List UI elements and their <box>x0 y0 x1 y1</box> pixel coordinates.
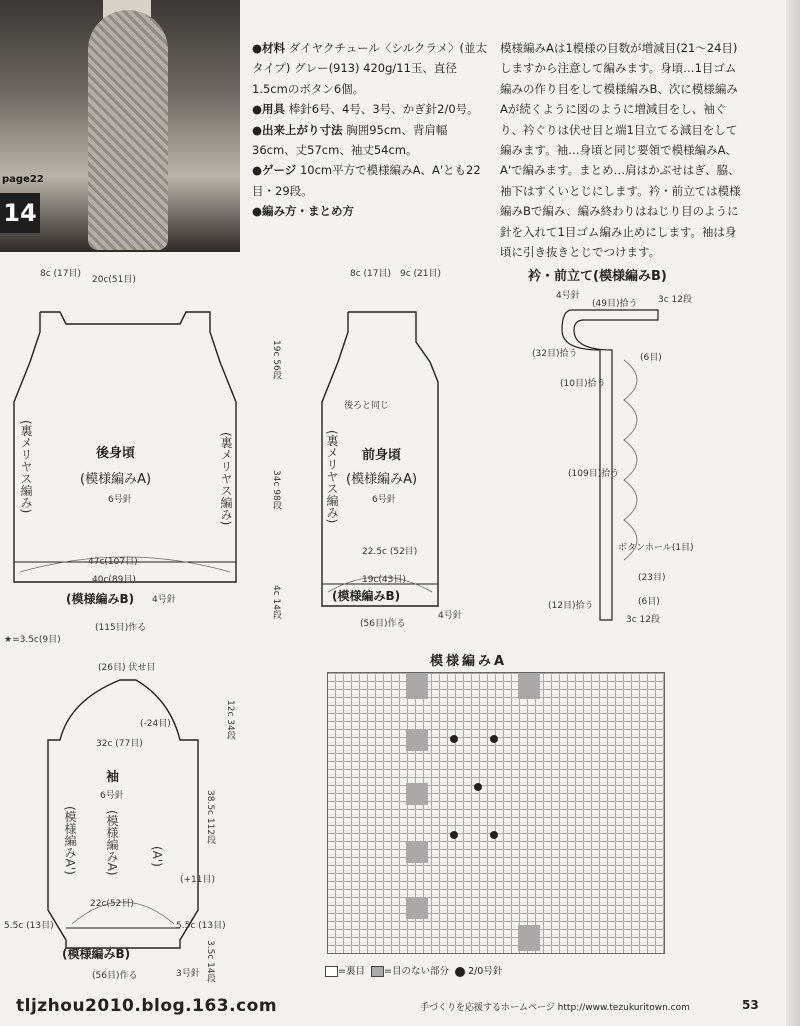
length-dim: 34c 98段 <box>271 470 281 510</box>
back-needle: 6号針 <box>108 495 132 505</box>
cardigan-image <box>88 10 168 250</box>
back-side-right: (裏メリヤス編み) <box>219 432 233 526</box>
legend-blank: =裏目 <box>338 966 365 977</box>
chart-gray-block-5 <box>406 897 428 919</box>
sleeve-cap-dim: 12c 34段 <box>225 700 235 740</box>
front-title: 前身頃 <box>362 448 402 463</box>
back-title: 後身頃 <box>96 446 136 461</box>
armhole-dim: 19c 56段 <box>271 340 281 380</box>
sleeve-bottom-dim: 22c(52目) <box>90 899 134 909</box>
collar-title: 衿・前立て(模様編みB) <box>528 269 667 284</box>
sleeve-decrease: (-24目) <box>140 719 171 729</box>
materials-text: ダイヤクチュール〈シルクラメ〉(並太タイプ) グレー(913) 420g/11玉、直径1.5cmのボタン6個。 <box>252 41 488 96</box>
legend-dot-swatch <box>455 967 465 977</box>
chart-gray-block-7 <box>518 925 540 951</box>
back-hem: 47c(107目) <box>88 557 138 567</box>
front-same-note: 後ろと同じ <box>344 401 390 411</box>
chart-gray-block-2 <box>406 729 428 751</box>
blog-watermark: tljzhou2010.blog.163.com <box>16 996 278 1016</box>
site-caption: 手づくりを応援するホームページ http://www.tezukuritown.com <box>420 1003 690 1013</box>
collar-needle: 4号針 <box>556 291 580 301</box>
sleeve-side-dim-left: 5.5c (13目) <box>4 921 54 931</box>
front-needle: 6号針 <box>372 495 396 505</box>
collar-count-6b: (6目) <box>638 597 660 607</box>
sleeve-upper-dim: 32c (77目) <box>96 739 143 749</box>
materials-label: ●材料 <box>252 41 286 55</box>
collar-width-1: 3c 12段 <box>658 295 692 305</box>
star-note: ★=3.5c(9目) <box>4 635 61 645</box>
page-tag: page22 <box>2 174 44 185</box>
front-hem2: 19c(43目) <box>362 575 406 585</box>
collar-width-2: 3c 12段 <box>626 615 660 625</box>
pattern-a-chart <box>327 672 665 954</box>
chart-gray-block-1 <box>406 673 428 699</box>
legend-blank-swatch <box>325 966 338 977</box>
front-top-dim-2: 9c (21目) <box>400 269 442 279</box>
back-hem2: 40c(89目) <box>92 575 136 585</box>
back-rib: (模様編みB) <box>66 592 135 606</box>
back-side-left: (裏メリヤス編み) <box>19 420 33 514</box>
collar-pickup-3: (10目)拾う <box>560 379 606 389</box>
back-subtitle: (模様編みA) <box>80 472 152 487</box>
collar-band-diagram <box>540 290 720 630</box>
rib-height-dim: 4c 14段 <box>271 585 281 619</box>
collar-pickup-5: (12目)拾う <box>548 601 594 611</box>
collar-count-23: (23目) <box>638 573 666 583</box>
sleeve-pattern-a3: (A') <box>150 846 164 867</box>
sleeve-needle: 6号針 <box>100 791 124 801</box>
sleeve-pattern-a2: (模様編みA') <box>63 806 77 875</box>
gauge-label: ●ゲージ <box>252 163 297 178</box>
tools-text: 棒針6号、4号、3号、かぎ針2/0号。 <box>288 102 479 117</box>
collar-pickup-1: (49目)拾う <box>592 299 638 309</box>
legend-dot: 2/0号針 <box>468 966 503 977</box>
back-shoulder-dim: 8c (17目) <box>40 269 82 279</box>
chart-gray-block-3 <box>406 783 428 805</box>
sleeve-rib: (模様編みB) <box>62 947 131 961</box>
instructions-col-2 <box>500 38 744 260</box>
chart-gray-block-4 <box>406 841 428 863</box>
sleeve-rib-needle: 3号針 <box>176 969 200 979</box>
collar-count-6a: (6目) <box>640 353 662 363</box>
chart-legend <box>325 963 502 977</box>
tools-label: ●用具 <box>252 102 286 117</box>
sleeve-top-cast-off: (26目) 伏せ目 <box>98 663 156 673</box>
method-label: ●編み方・まとめ方 <box>252 204 355 219</box>
sleeve-cast-on: (56目)作る <box>92 971 138 981</box>
chart-dot-2 <box>490 735 498 743</box>
size-label: ●出来上がり寸法 <box>252 122 343 137</box>
back-cast-on: (115目)作る <box>95 623 147 633</box>
chart-dot-5 <box>490 831 498 839</box>
chart-gray-block-6 <box>518 673 540 699</box>
chart-dot-3 <box>474 783 482 791</box>
front-rib-needle: 4号針 <box>438 611 462 621</box>
method-text: 模様編みAは1模様の目数が増減目(21〜24目)しますから注意して編みます。身頃…1目ゴム編みの作り目をして模様編みB、次に模様編みAが続くように図のように増減目をし、袖ぐり、衿ぐりは伏せ目と端1目立てる減目をして編みます。袖…身頃と同じ要領で模様編みA、A'で編みます。まとめ…肩はかぶせはぎ、脇、袖下はすくいとじにします。衿・前立ては模様編みBで編み、編み終わりはねじり目のように針を入れて1目ゴム編み止めにします。袖は身頃に引き抜きとじでつけます。 <box>500 41 741 260</box>
size-text: 胸囲95cm、背肩幅36cm、丈57cm、袖丈54cm。 <box>252 122 448 158</box>
sleeve-increase: (+11目) <box>180 875 216 885</box>
sleeve-length-dim: 38.5c 112段 <box>205 790 215 845</box>
collar-pickup-2: (32目)拾う <box>532 349 578 359</box>
front-subtitle: (模様編みA) <box>346 472 418 487</box>
front-hem: 22.5c (52目) <box>362 547 418 557</box>
item-number-badge: 14 <box>0 193 40 233</box>
collar-pickup-4: (109目)拾う <box>568 469 620 479</box>
back-top-dim: 20c(51目) <box>92 275 136 285</box>
front-side: (裏メリヤス編み) <box>325 430 339 524</box>
chart-dot-1 <box>450 735 458 743</box>
buttonhole-label: ボタンホール(1目) <box>618 543 694 553</box>
binding-shadow <box>786 0 800 1026</box>
back-rib-needle: 4号針 <box>152 595 176 605</box>
sleeve-rib-height: 3.5c 14段 <box>205 940 215 983</box>
legend-gray-swatch <box>371 966 384 977</box>
page-number: 53 <box>742 998 759 1012</box>
legend-gray: =目のない部分 <box>384 966 449 977</box>
chart-title: 模様編みA <box>430 654 508 669</box>
sleeve-side-dim-right: 5.5c (13目) <box>176 921 226 931</box>
instructions-col-1 <box>252 38 488 222</box>
sleeve-pattern-a: (模様編みA) <box>105 810 119 876</box>
front-rib: (模様編みB) <box>332 589 401 603</box>
chart-dot-4 <box>450 831 458 839</box>
gauge-text: 10cm平方で模様編みA、A'とも22目・29段。 <box>252 163 481 198</box>
sleeve-title: 袖 <box>106 770 120 785</box>
front-top-dim-1: 8c (17目) <box>350 269 392 279</box>
front-cast-on: (56目)作る <box>360 619 406 629</box>
